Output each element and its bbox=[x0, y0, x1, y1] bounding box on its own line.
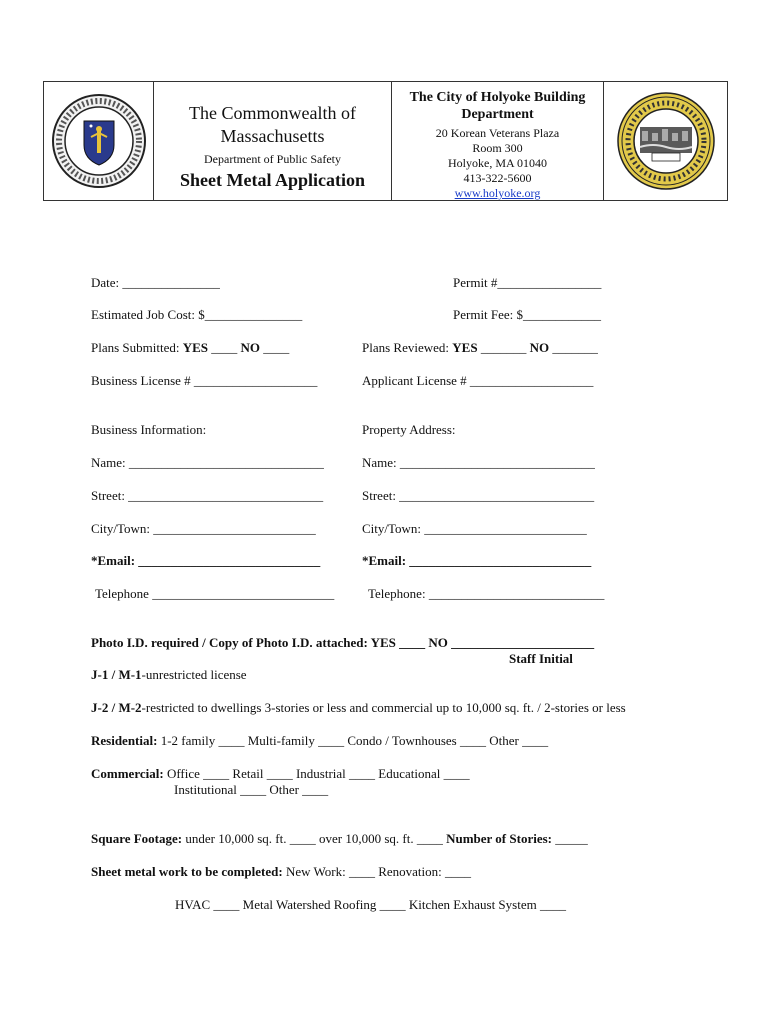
address-line3: Holyoke, MA 01040 bbox=[448, 156, 547, 170]
plans-reviewed-label: Plans Reviewed: bbox=[362, 340, 450, 355]
city-seal-cell bbox=[604, 82, 727, 200]
property-telephone-field[interactable]: Telephone: ___________________________ bbox=[368, 586, 605, 601]
property-street-field[interactable]: Street: ______________________________ bbox=[362, 488, 595, 503]
business-license-field[interactable]: Business License # ___________________ bbox=[91, 373, 318, 388]
number-of-stories-blank[interactable]: _____ bbox=[552, 831, 588, 846]
business-telephone-field[interactable]: Telephone ____________________________ bbox=[95, 586, 335, 601]
holyoke-city-seal-icon bbox=[616, 91, 716, 191]
j1-license-code: J-1 / M-1 bbox=[91, 667, 142, 682]
plans-submitted-field[interactable] bbox=[91, 340, 289, 356]
j2-license-text: -restricted to dwellings 3-stories or less and commercial up to 10,000 sq. ft. / 2-stories or less bbox=[141, 700, 626, 715]
phone-number: 413-322-5600 bbox=[463, 171, 532, 185]
property-address-heading: Property Address: bbox=[362, 422, 456, 437]
property-city-field[interactable]: City/Town: _________________________ bbox=[362, 521, 587, 536]
state-title-cell bbox=[154, 82, 392, 200]
plans-reviewed-field[interactable] bbox=[362, 340, 598, 356]
form-title: Sheet Metal Application bbox=[180, 170, 365, 190]
business-street-field[interactable]: Street: ______________________________ bbox=[91, 488, 324, 503]
j2-license-line bbox=[91, 700, 626, 716]
address-line1: 20 Korean Veterans Plaza bbox=[435, 126, 560, 140]
business-info-heading: Business Information: bbox=[91, 422, 207, 437]
photo-id-field[interactable]: Photo I.D. required / Copy of Photo I.D. attached: YES ____ NO ______________________ bbox=[91, 635, 595, 650]
state-title-line2: Massachusetts bbox=[220, 126, 325, 146]
city-dept-line1: The City of Holyoke Building bbox=[409, 90, 586, 105]
plans-reviewed-yes: YES bbox=[452, 340, 478, 355]
square-footage-options[interactable]: under 10,000 sq. ft. ____ over 10,000 sq. ft. ____ bbox=[182, 831, 447, 846]
j2-license-code: J-2 / M-2 bbox=[91, 700, 142, 715]
plans-reviewed-no: NO bbox=[529, 340, 550, 355]
property-name-field[interactable]: Name: ______________________________ bbox=[362, 455, 595, 470]
department-name: Department of Public Safety bbox=[204, 152, 341, 166]
work-type-options[interactable]: New Work: ____ Renovation: ____ bbox=[282, 864, 471, 879]
square-footage-label: Square Footage: bbox=[91, 831, 183, 846]
plans-reviewed-no-blank[interactable]: _______ bbox=[549, 340, 598, 355]
plans-reviewed-yes-blank[interactable]: _______ bbox=[477, 340, 530, 355]
residential-label: Residential: bbox=[91, 733, 158, 748]
commercial-line[interactable] bbox=[91, 766, 470, 782]
city-info-cell bbox=[392, 82, 604, 200]
city-dept-line2: Department bbox=[461, 107, 534, 122]
applicant-license-field[interactable]: Applicant License # ___________________ bbox=[362, 373, 594, 388]
business-email-field[interactable]: *Email: ____________________________ bbox=[91, 553, 321, 568]
business-name-field[interactable]: Name: ______________________________ bbox=[91, 455, 324, 470]
plans-submitted-label: Plans Submitted: bbox=[91, 340, 180, 355]
j1-license-line bbox=[91, 667, 247, 683]
plans-submitted-no-blank[interactable]: ____ bbox=[260, 340, 290, 355]
residential-line[interactable] bbox=[91, 733, 548, 749]
permit-number-field[interactable]: Permit #________________ bbox=[453, 275, 602, 290]
website-link[interactable]: www.holyoke.org bbox=[454, 186, 541, 200]
staff-initial-label: Staff Initial bbox=[509, 651, 573, 666]
state-title bbox=[154, 102, 391, 148]
work-type-line[interactable] bbox=[91, 864, 471, 880]
plans-submitted-no: NO bbox=[240, 340, 261, 355]
state-seal-cell bbox=[44, 82, 154, 200]
permit-fee-field[interactable]: Permit Fee: $____________ bbox=[453, 307, 602, 322]
plans-submitted-yes-blank[interactable]: ____ bbox=[208, 340, 241, 355]
j1-license-text: -unrestricted license bbox=[141, 667, 247, 682]
commercial-options[interactable]: Office ____ Retail ____ Industrial ____ Educational ____ bbox=[163, 766, 470, 781]
property-email-field[interactable]: *Email: ____________________________ bbox=[362, 553, 592, 568]
commercial-options-line2[interactable]: Institutional ____ Other ____ bbox=[174, 782, 329, 797]
plans-submitted-yes: YES bbox=[182, 340, 209, 355]
commercial-label: Commercial: bbox=[91, 766, 164, 781]
ma-state-seal-icon bbox=[51, 93, 147, 189]
address-line2: Room 300 bbox=[472, 141, 523, 155]
work-type-label: Sheet metal work to be completed: bbox=[91, 864, 283, 879]
job-cost-field[interactable]: Estimated Job Cost: $_______________ bbox=[91, 307, 303, 322]
date-field[interactable]: Date: _______________ bbox=[91, 275, 220, 290]
number-of-stories-label: Number of Stories: bbox=[446, 831, 552, 846]
header-table bbox=[43, 81, 728, 201]
square-footage-line[interactable] bbox=[91, 831, 588, 847]
state-title-line1: The Commonwealth of bbox=[189, 103, 356, 123]
work-category-options[interactable]: HVAC ____ Metal Watershed Roofing ____ Kitchen Exhaust System ____ bbox=[175, 897, 566, 912]
residential-options[interactable]: 1-2 family ____ Multi-family ____ Condo / Townhouses ____ Other ____ bbox=[157, 733, 549, 748]
business-city-field[interactable]: City/Town: _________________________ bbox=[91, 521, 316, 536]
